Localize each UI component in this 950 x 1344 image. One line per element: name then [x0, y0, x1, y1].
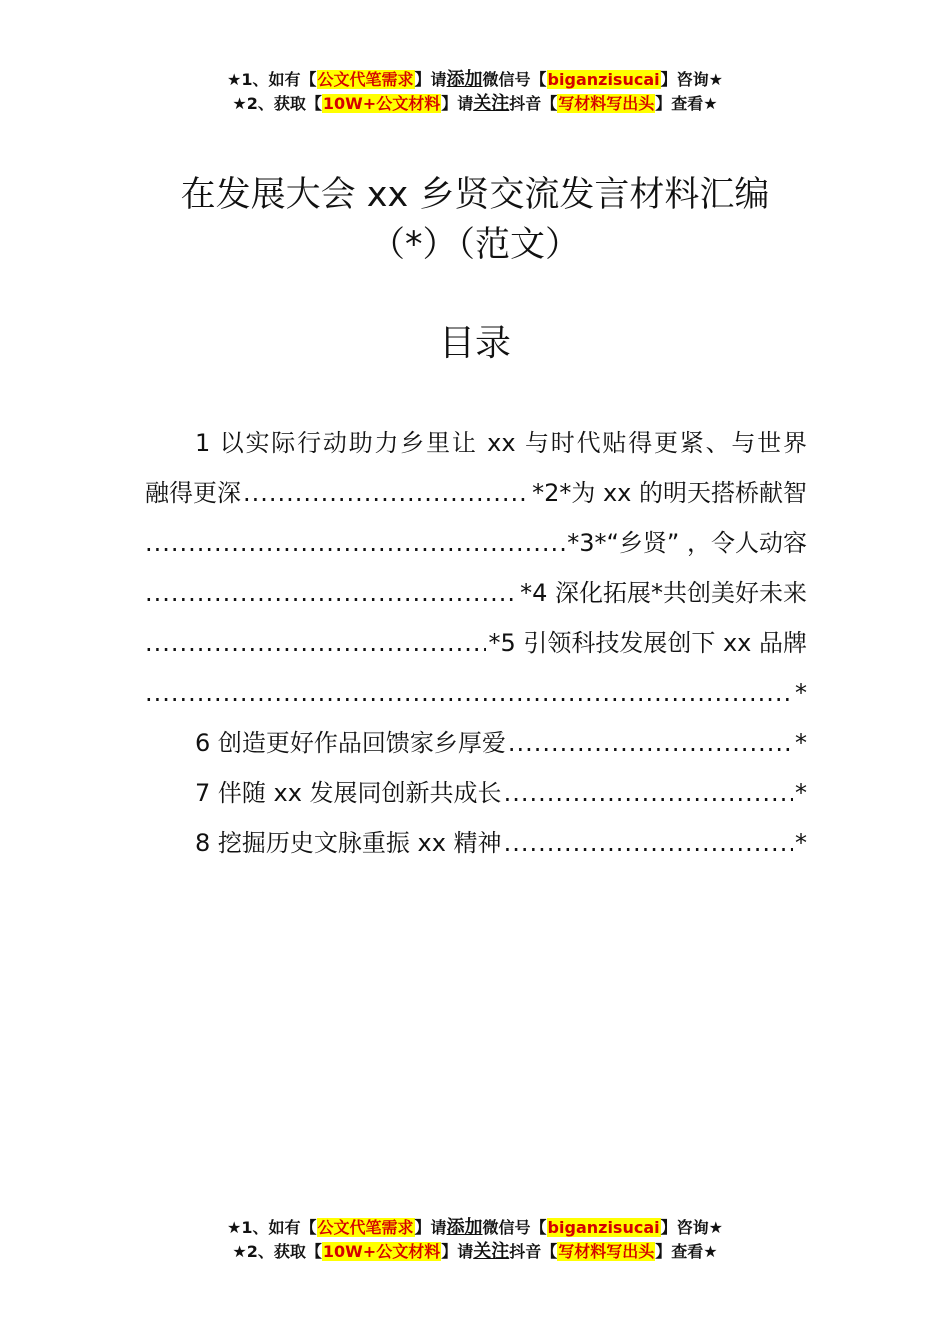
table-of-contents: [145, 418, 807, 868]
toc-heading: 目录: [438, 323, 511, 364]
highlight-wechat-id: biganzisucai: [547, 1218, 660, 1237]
highlight-materials: 10W+公文材料: [322, 94, 441, 113]
toc-line: 1 以实际行动助力乡里让 xx 与时代贴得更紧、与世界: [195, 429, 807, 457]
toc-line: ..... *: [145, 668, 807, 718]
toc-item: 8 挖掘历史文脉重振 xx 精神 ..... *: [145, 818, 807, 868]
toc-line: 融得更深 ..... *2*为 xx 的明天搭桥献智: [145, 468, 807, 518]
toc-line: ..... *5 引领科技发展创下 xx 品牌: [145, 618, 807, 668]
toc-line: ..... *3*“乡贤” ，令人动容: [145, 518, 807, 568]
toc-leader: [145, 518, 565, 568]
document-title: 在发展大会 xx 乡贤交流发言材料汇编: [180, 175, 770, 215]
toc-leader: [243, 468, 530, 518]
highlight-materials: 10W+公文材料: [322, 1242, 441, 1261]
toc-leader: [504, 818, 793, 868]
toc-leader: [508, 718, 793, 768]
highlight-service: 公文代笔需求: [317, 70, 414, 89]
toc-leader: [504, 768, 793, 818]
banner-line-2: ★2、获取【10W+公文材料】请关注抖音【写材料写出头】查看★: [232, 93, 718, 114]
toc-leader: [145, 568, 518, 618]
document-subtitle: （*）（范文）: [369, 225, 580, 265]
toc-leader: [145, 618, 486, 668]
highlight-wechat-id: biganzisucai: [547, 70, 660, 89]
highlight-douyin: 写材料写出头: [558, 1242, 655, 1261]
banner-line-1: ★1、如有【公文代笔需求】请添加微信号【biganzisucai】咨询★: [227, 1217, 723, 1238]
toc-item: 6 创造更好作品回馈家乡厚爱 ..... *: [145, 718, 807, 768]
highlight-douyin: 写材料写出头: [558, 94, 655, 113]
banner-line-1: ★1、如有【公文代笔需求】请添加微信号【biganzisucai】咨询★: [227, 69, 723, 90]
bottom-banner: [0, 1216, 950, 1264]
toc-line: ..... *4 深化拓展*共创美好未来: [145, 568, 807, 618]
toc-item: 7 伴随 xx 发展同创新共成长 ..... *: [145, 768, 807, 818]
top-banner: [0, 68, 950, 116]
highlight-service: 公文代笔需求: [317, 1218, 414, 1237]
banner-line-2: ★2、获取【10W+公文材料】请关注抖音【写材料写出头】查看★: [232, 1241, 718, 1262]
toc-leader: [145, 668, 793, 718]
